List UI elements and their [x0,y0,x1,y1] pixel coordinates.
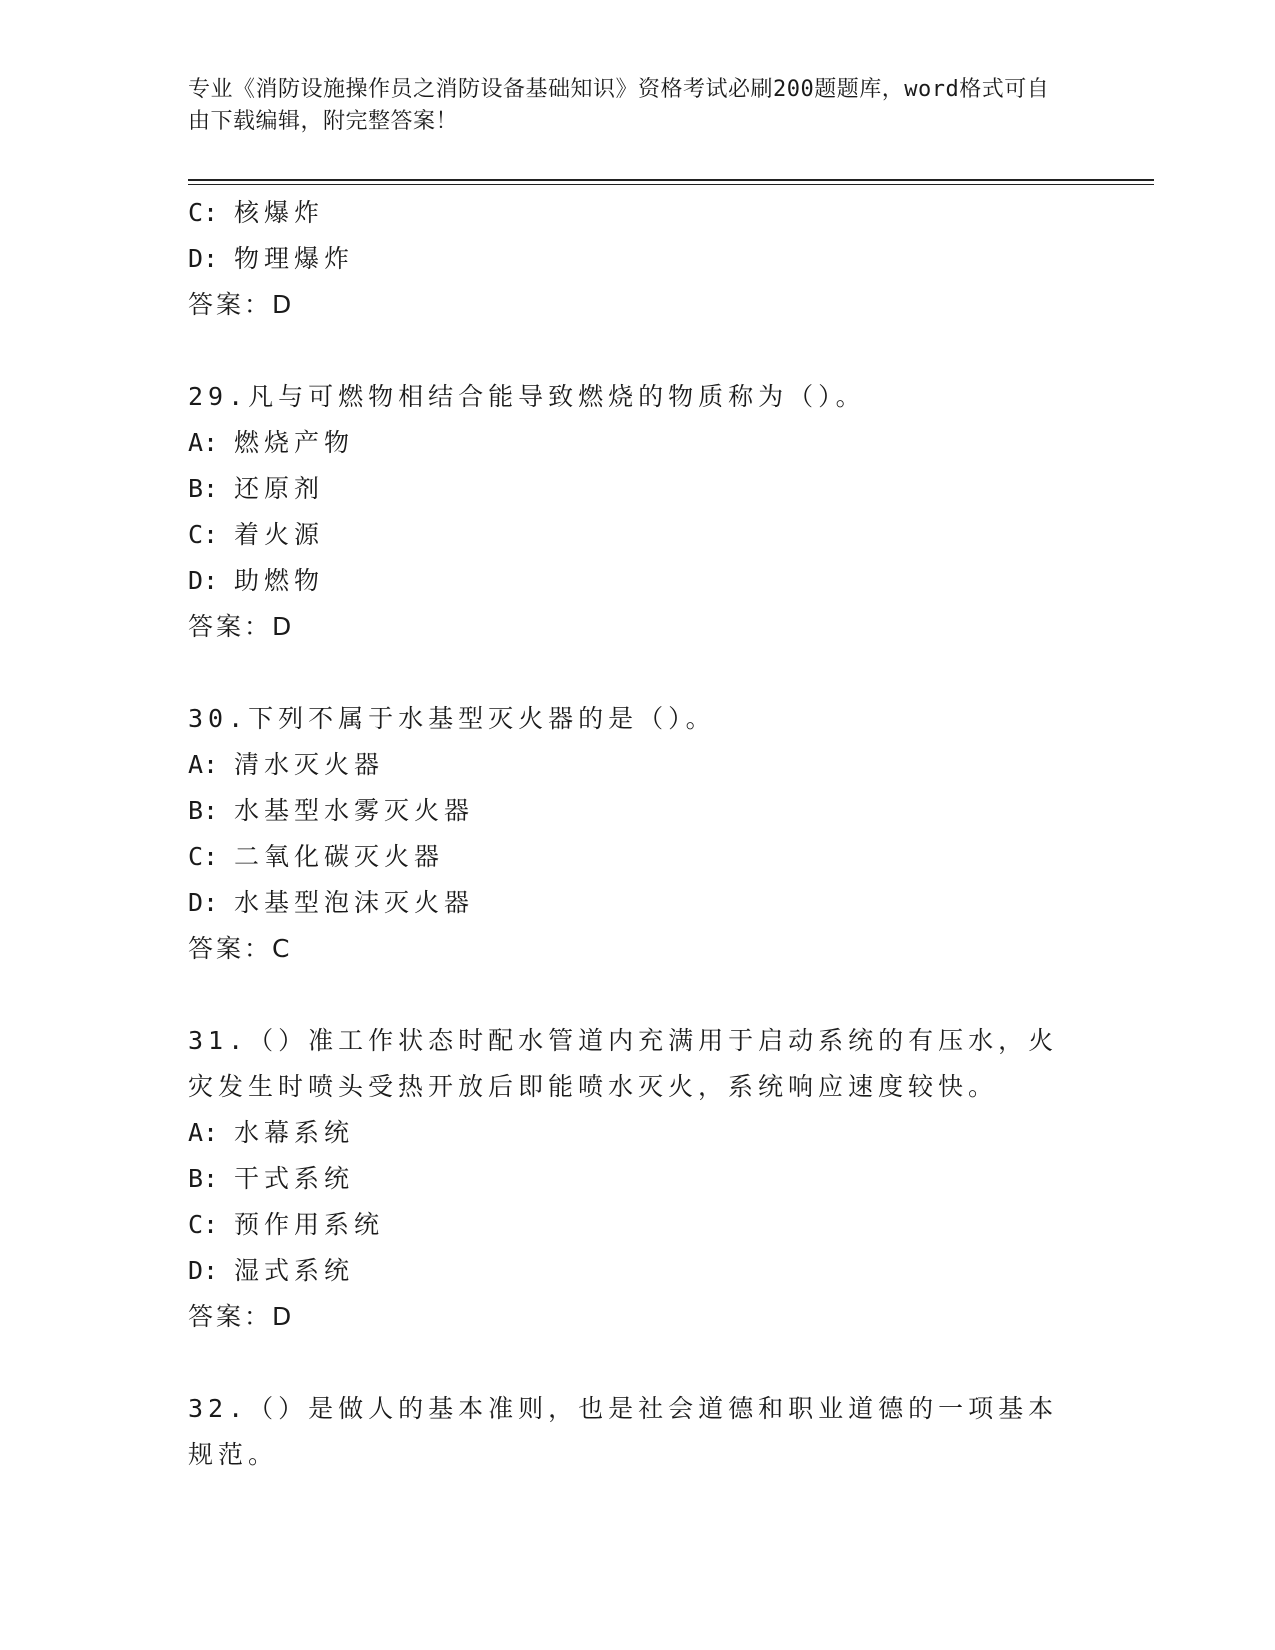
option-b: B: 还原剂 [188,474,325,503]
option-d: D: 助燃物 [188,566,325,595]
question-28-continuation [188,190,1088,328]
option-c: C: 二氧化碳灭火器 [188,842,445,871]
option-b: B: 水基型水雾灭火器 [188,796,475,825]
answer: 答案：C [188,934,293,963]
option-a: A: 水幕系统 [188,1118,355,1147]
option-b: B: 干式系统 [188,1164,355,1193]
question-32 [188,1386,1088,1478]
option-c: C: 核爆炸 [188,198,325,227]
question-stem: 30.下列不属于水基型灭火器的是（）。 [188,704,716,733]
option-d: D: 物理爆炸 [188,244,355,273]
question-list [188,190,1088,1478]
option-a: A: 清水灭火器 [188,750,385,779]
answer: 答案：D [188,290,295,319]
option-a: A: 燃烧产物 [188,428,355,457]
question-30 [188,696,1088,972]
question-stem: 29.凡与可燃物相结合能导致燃烧的物质称为（）。 [188,382,866,411]
option-d: D: 湿式系统 [188,1256,355,1285]
option-c: C: 着火源 [188,520,325,549]
header-divider-thin [188,184,1154,185]
answer: 答案：D [188,1302,295,1331]
question-31 [188,1018,1088,1340]
question-stem: 31.（）准工作状态时配水管道内充满用于启动系统的有压水，火灾发生时喷头受热开放后即能喷水灭火，系统响应速度较快。 [188,1026,1059,1101]
answer: 答案：D [188,612,295,641]
question-29 [188,374,1088,650]
option-c: C: 预作用系统 [188,1210,385,1239]
option-d: D: 水基型泡沫灭火器 [188,888,475,917]
question-stem: 32.（）是做人的基本准则，也是社会道德和职业道德的一项基本规范。 [188,1394,1059,1469]
header-divider-thick [188,179,1154,181]
document-header: 专业《消防设施操作员之消防设备基础知识》资格考试必刷200题题库，word格式可自由下载编辑，附完整答案！ [188,77,1050,134]
